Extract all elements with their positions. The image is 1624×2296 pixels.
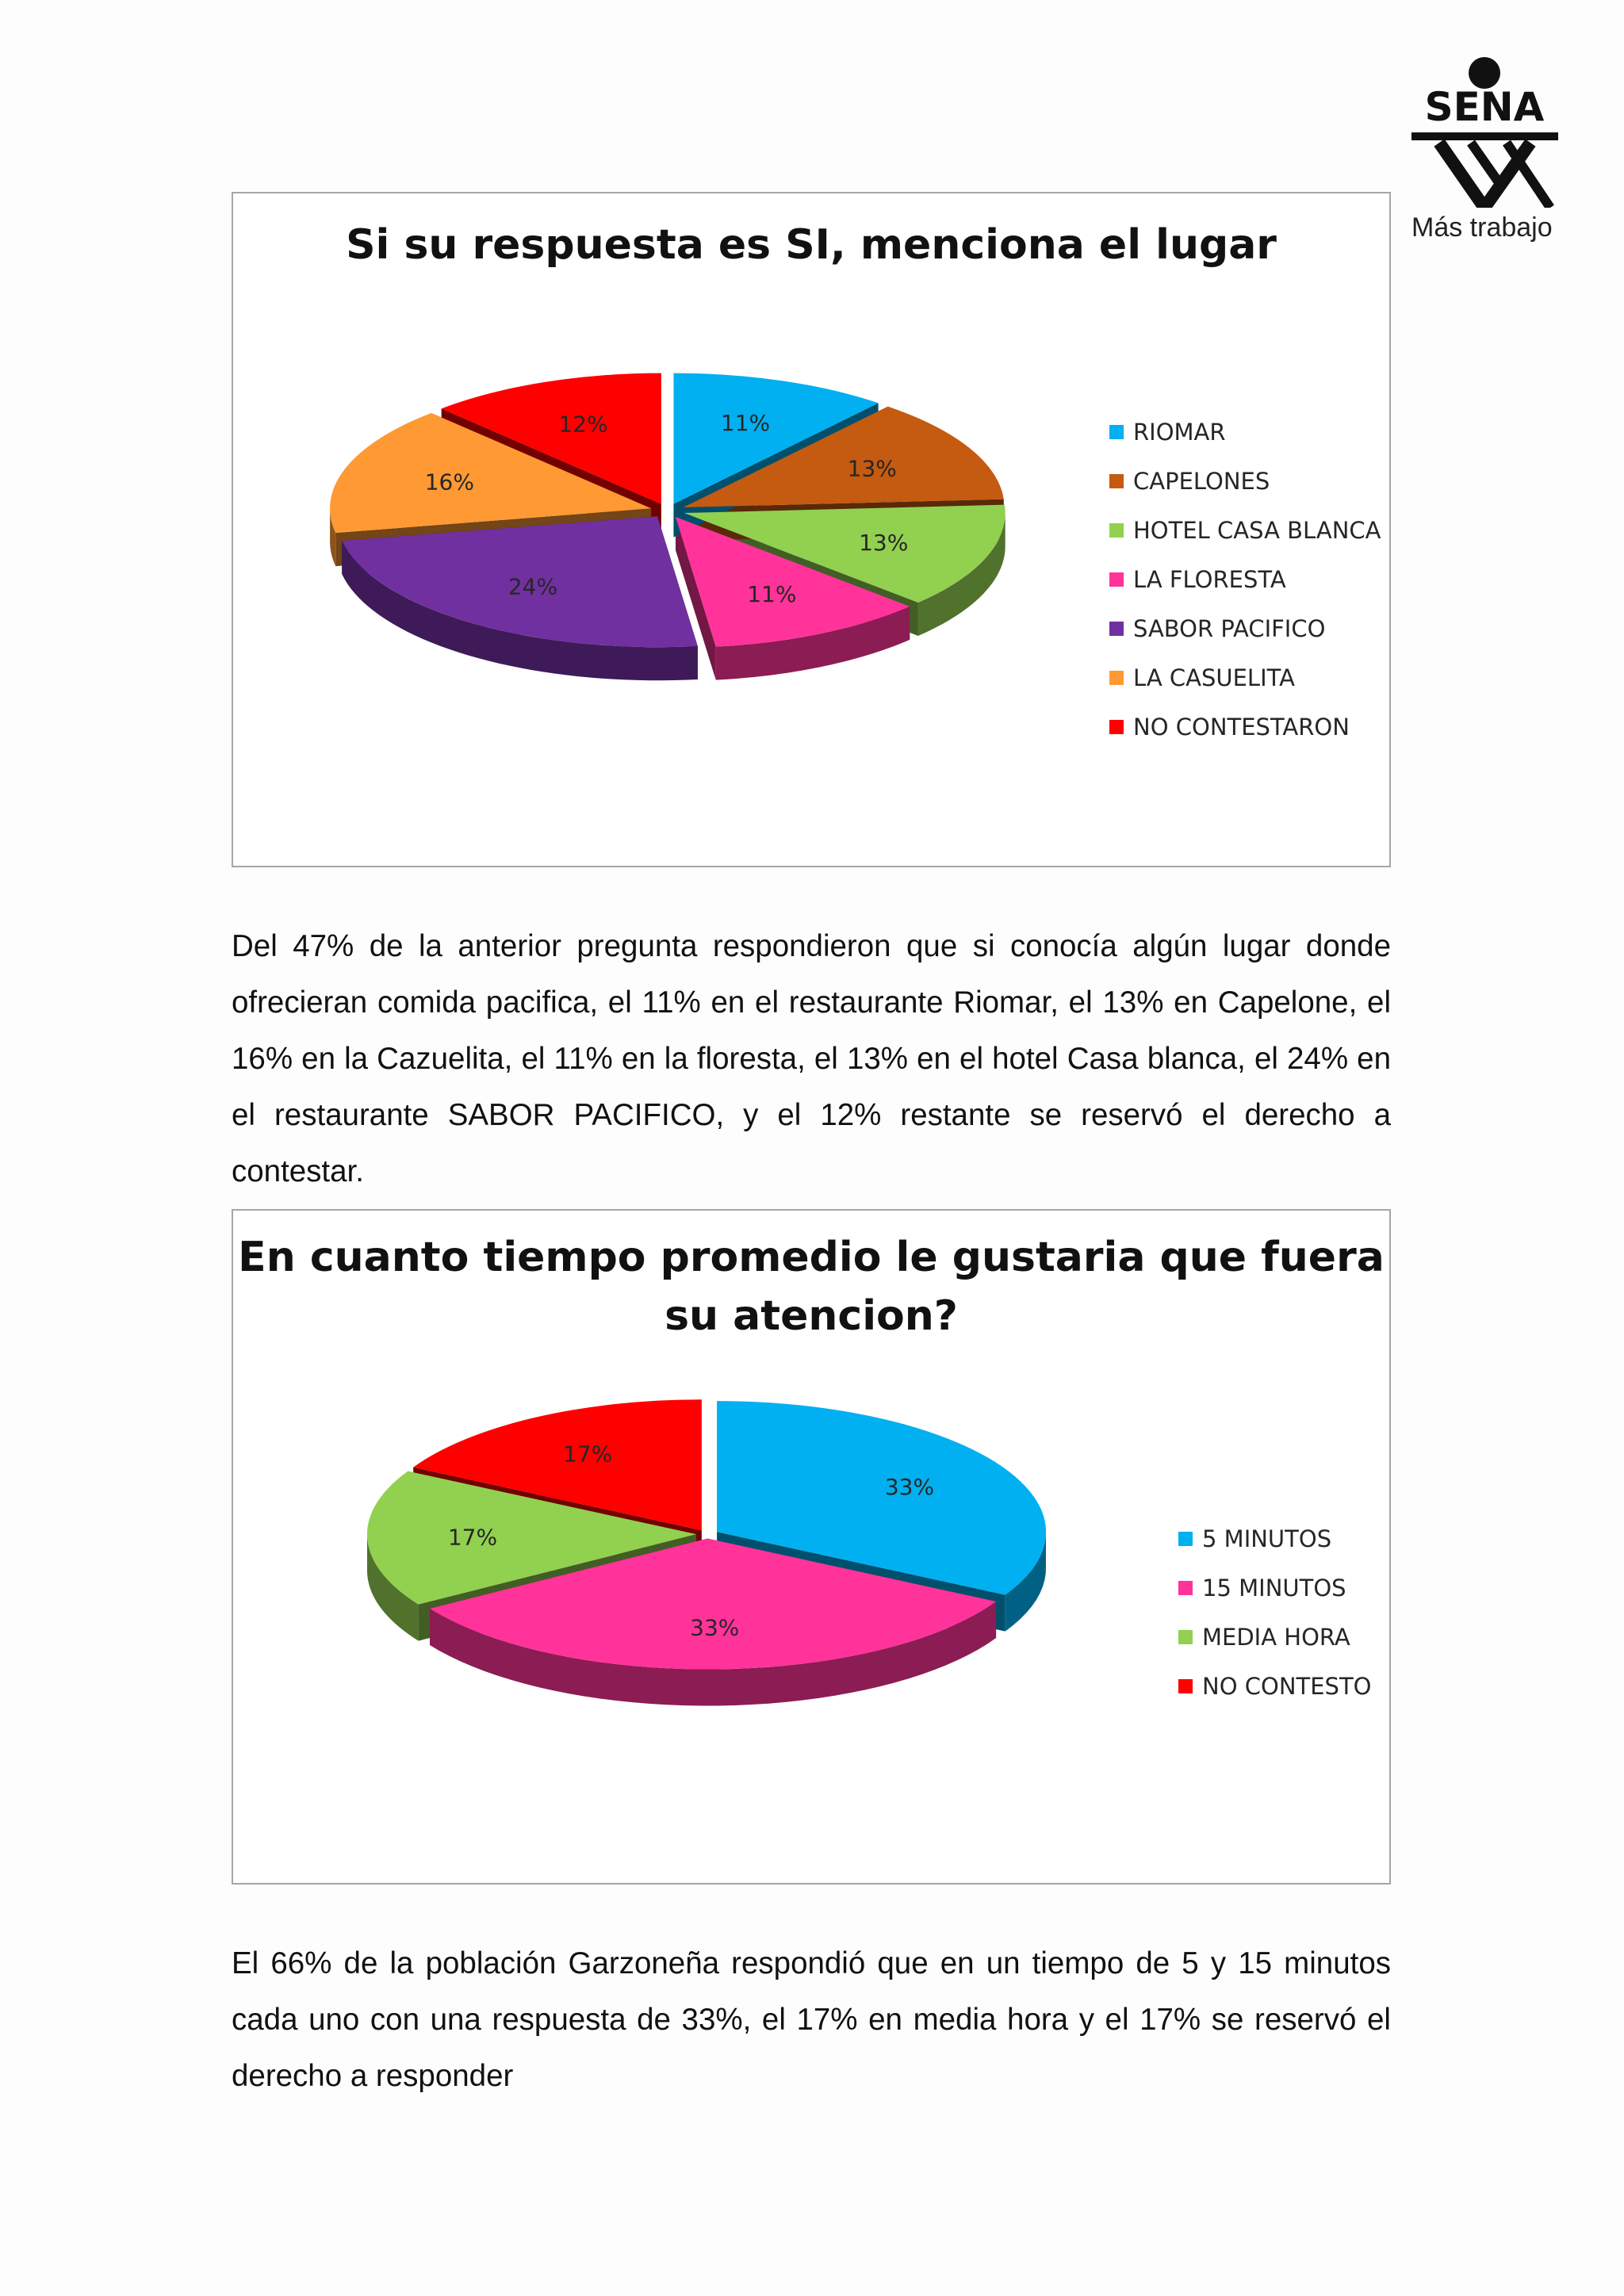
- legend-swatch: [1109, 523, 1124, 538]
- legend-item: [1178, 1613, 1372, 1662]
- chart-legend: [1178, 1514, 1372, 1711]
- legend-item: [1109, 555, 1381, 604]
- legend-label: LA CASUELITA: [1133, 664, 1295, 691]
- legend-label: NO CONTESTARON: [1133, 714, 1350, 740]
- pie-data-label: 33%: [884, 1474, 935, 1501]
- legend-item: [1109, 653, 1381, 702]
- legend-item: [1109, 506, 1381, 555]
- pie-data-label: 24%: [508, 573, 558, 600]
- legend-swatch: [1109, 474, 1124, 488]
- logo-tagline: Más trabajo: [1411, 212, 1553, 243]
- legend-label: RIOMAR: [1133, 419, 1226, 446]
- pie-data-label: 17%: [447, 1524, 498, 1551]
- pie-data-label: 11%: [720, 410, 771, 437]
- paragraph-tiempo: El 66% de la población Garzoneña respondió que en un tiempo de 5 y 15 minutos cada uno con una respuesta de 33%, el 17% en media hora y el 17% se reservó el derecho a responder: [232, 1946, 1391, 2093]
- chart-lugar: [232, 192, 1391, 867]
- legend-item: [1109, 702, 1381, 752]
- legend-swatch: [1178, 1679, 1193, 1693]
- pie-data-label: 13%: [847, 455, 897, 482]
- legend-item: [1178, 1662, 1372, 1711]
- pie-data-label: 13%: [859, 529, 909, 556]
- legend-swatch: [1109, 622, 1124, 636]
- legend-label: LA FLORESTA: [1133, 566, 1286, 593]
- legend-label: SABOR PACIFICO: [1133, 615, 1326, 642]
- legend-label: 5 MINUTOS: [1202, 1525, 1332, 1552]
- legend-swatch: [1178, 1630, 1193, 1644]
- legend-label: CAPELONES: [1133, 468, 1270, 495]
- sena-logo-icon: [1396, 49, 1586, 208]
- pie-data-label: 16%: [424, 469, 474, 496]
- legend-label: HOTEL CASA BLANCA: [1133, 517, 1381, 544]
- legend-label: 15 MINUTOS: [1202, 1575, 1346, 1601]
- paragraph-lugar: Del 47% de la anterior pregunta respondieron que si conocía algún lugar donde ofrecieran comida pacifica, el 11% en el restaurante Riomar, el 13% en Capelone, el 16% en la Cazuelita, el 11% en la floresta, el 13% en el hotel Casa blanca, el 24% en el restaurante SABOR PACIFICO, y el 12% restante se reservó el derecho a contestar.: [232, 929, 1391, 1188]
- legend-item: [1109, 604, 1381, 653]
- chart-legend: [1109, 408, 1381, 752]
- chart-tiempo: [232, 1209, 1391, 1885]
- legend-item: [1109, 457, 1381, 506]
- chart-title: En cuanto tiempo promedio le gustaria que fuera su atencion?: [238, 1234, 1385, 1340]
- legend-item: [1178, 1514, 1372, 1563]
- pie-data-label: 17%: [563, 1441, 613, 1468]
- legend-label: NO CONTESTO: [1202, 1673, 1372, 1700]
- legend-item: [1178, 1563, 1372, 1613]
- legend-swatch: [1109, 671, 1124, 685]
- svg-text:SENA: SENA: [1424, 84, 1545, 130]
- pie-data-label: 11%: [747, 581, 797, 608]
- legend-swatch: [1178, 1532, 1193, 1546]
- chart-title: Si su respuesta es SI, menciona el lugar: [346, 221, 1277, 269]
- legend-item: [1109, 408, 1381, 457]
- legend-swatch: [1109, 425, 1124, 439]
- pie-data-label: 33%: [690, 1614, 740, 1641]
- legend-swatch: [1109, 720, 1124, 734]
- legend-swatch: [1178, 1581, 1193, 1595]
- legend-swatch: [1109, 572, 1124, 587]
- legend-label: MEDIA HORA: [1202, 1624, 1350, 1651]
- pie-data-label: 12%: [558, 411, 608, 438]
